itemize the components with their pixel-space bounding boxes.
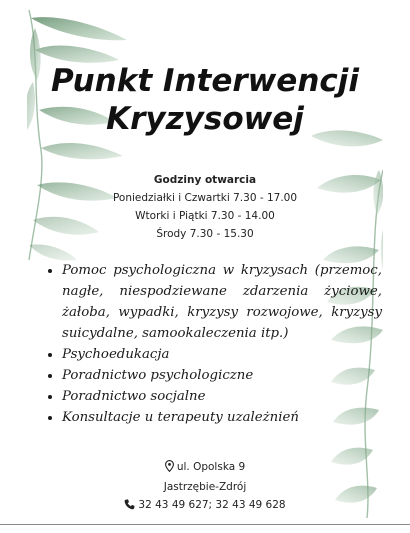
contact-info: [27, 458, 383, 516]
address-text: ul. Opolska 9: [176, 461, 246, 473]
opening-hours-line: Środy 7.30 - 15.30: [156, 228, 254, 240]
service-item: • Psychoedukacja: [62, 344, 382, 365]
top-strip: [0, 0, 410, 10]
opening-hours: [27, 171, 383, 243]
page-title: [27, 62, 383, 138]
service-item: • Poradnictwo psychologiczne: [62, 365, 382, 386]
address-line: [27, 458, 383, 478]
services-list: [45, 260, 382, 428]
poster: [27, 10, 383, 518]
phone-icon: [124, 498, 135, 516]
title-line-2: Kryzysowej: [106, 101, 304, 137]
bottom-rule: [0, 524, 410, 525]
phone-text: 32 43 49 627; 32 43 49 628: [138, 499, 286, 511]
opening-hours-line: Poniedziałki i Czwartki 7.30 - 17.00: [112, 192, 298, 204]
service-item: • Poradnictwo socjalne: [62, 386, 382, 407]
opening-hours-line: Wtorki i Piątki 7.30 - 14.00: [135, 210, 275, 222]
opening-hours-heading: Godziny otwarcia: [153, 174, 257, 186]
service-item: • Pomoc psychologiczna w kryzysach (przemoc, nagłe, niespodziewane zdarzenia życiowe, żałoba, wypadki, kryzysy rozwojowe, kryzysy suicydalne, samookaleczenia itp.): [62, 260, 382, 344]
map-pin-icon: [165, 460, 174, 478]
service-item: • Konsultacje u terapeuty uzależnień: [62, 407, 382, 428]
city-line: Jastrzębie-Zdrój: [163, 481, 247, 493]
title-line-1: Punkt Interwencji: [50, 63, 360, 99]
phone-line: [27, 496, 383, 516]
